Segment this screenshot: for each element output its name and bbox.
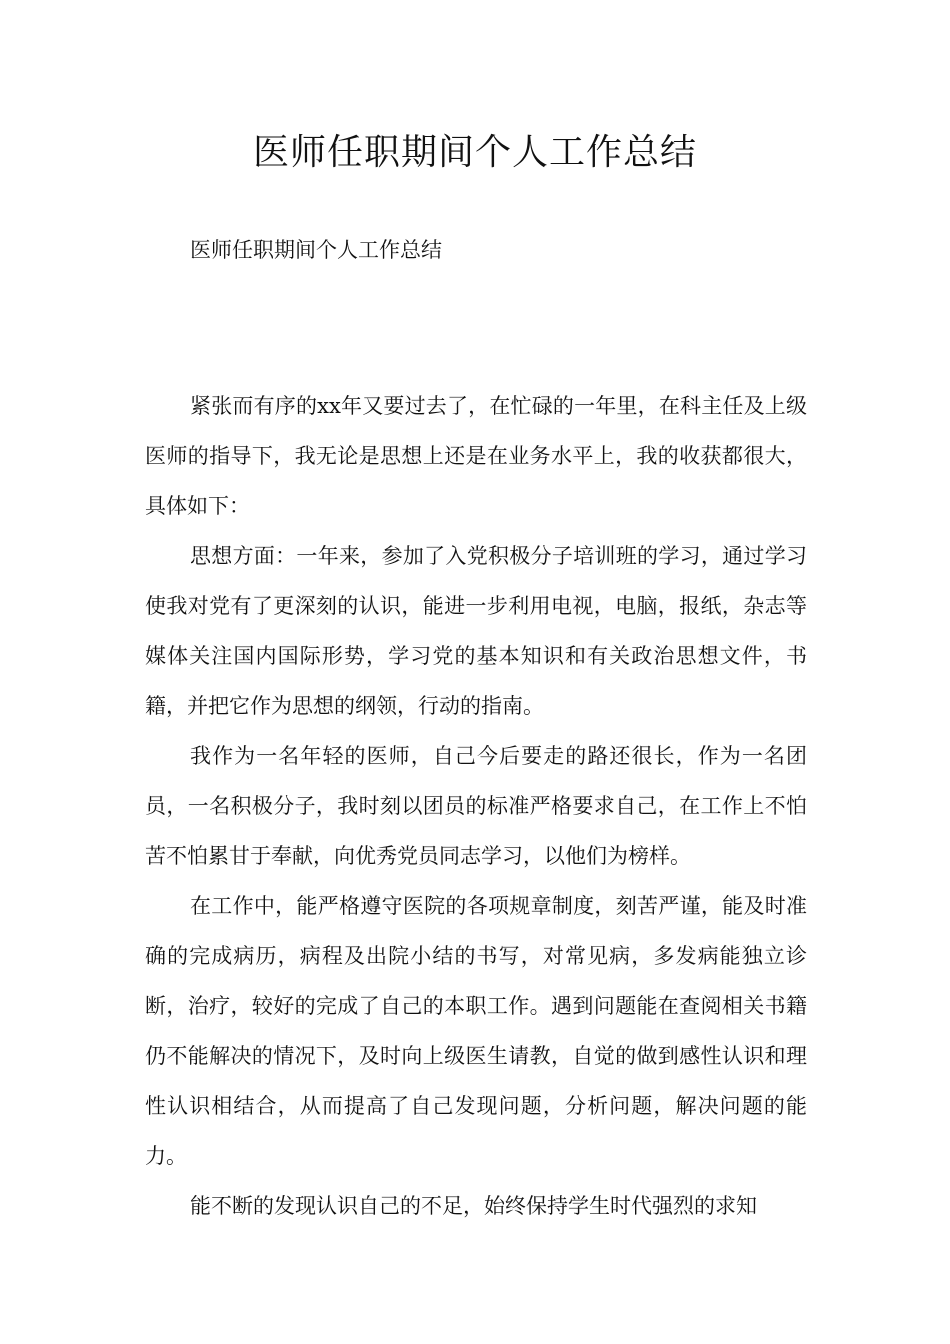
paragraph-intro: 紧张而有序的xx年又要过去了，在忙碌的一年里，在科主任及上级医师的指导下，我无论是思想上还是在业务水平上，我的收获都很大，具体如下： — [145, 394, 807, 518]
paragraph-young-doctor: 我作为一名年轻的医师，自己今后要走的路还很长，作为一名团员，一名积极分子，我时刻以团员的标准严格要求自己，在工作上不怕苦不怕累甘于奉献，向优秀党员同志学习，以他们为榜样。 — [145, 744, 807, 868]
document-title: 医师任职期间个人工作总结 — [252, 132, 697, 173]
paragraph-thought: 思想方面：一年来，参加了入党积极分子培训班的学习，通过学习使我对党有了更深刻的认识，能进一步利用电视，电脑，报纸，杂志等媒体关注国内国际形势，学习党的基本知识和有关政治思想文件，书籍，并把它作为思想的纲领，行动的指南。 — [145, 544, 807, 718]
paragraph-shortcomings: 能不断的发现认识自己的不足，始终保持学生时代强烈的求知 — [190, 1194, 757, 1218]
document-subtitle: 医师任职期间个人工作总结 — [190, 238, 442, 262]
document-body — [145, 381, 807, 1231]
paragraph-work: 在工作中，能严格遵守医院的各项规章制度，刻苦严谨，能及时准确的完成病历，病程及出院小结的书写，对常见病，多发病能独立诊断，治疗，较好的完成了自己的本职工作。遇到问题能在查阅相关书籍仍不能解决的情况下，及时向上级医生请教，自觉的做到感性认识和理性认识相结合，从而提高了自己发现问题，分析问题，解决问题的能力。 — [145, 894, 807, 1168]
